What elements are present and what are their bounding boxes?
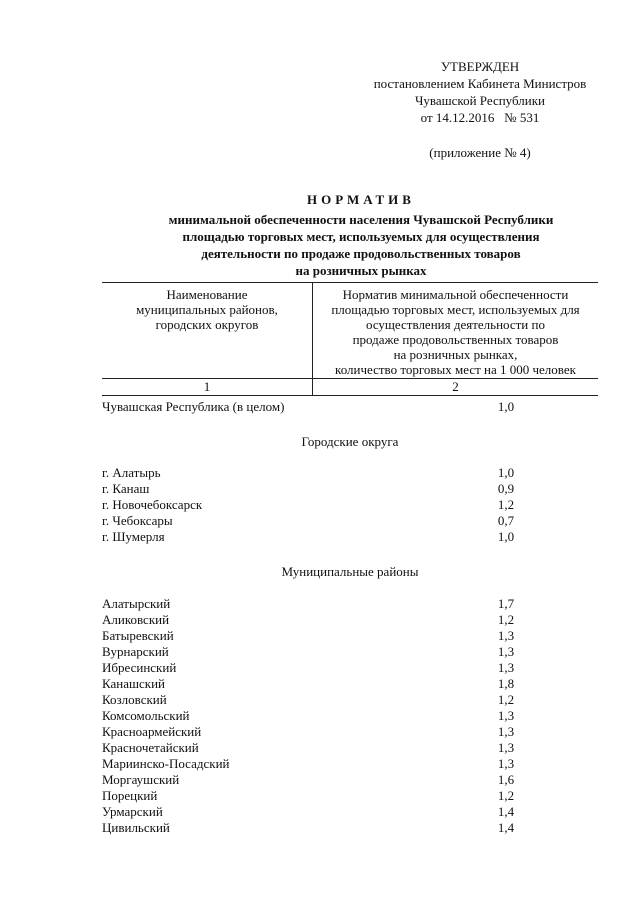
table-row (102, 529, 598, 545)
row-name: г. Алатырь (102, 465, 161, 480)
row-value: 1,8 (497, 676, 515, 691)
section-title-urban: Городские округа (301, 434, 399, 449)
header-col-1-line: муниципальных районов, (136, 302, 278, 317)
row-name: Порецкий (102, 788, 158, 803)
title-line-4: на розничных рынках (295, 263, 427, 278)
urban-list (102, 465, 598, 545)
header-col-2-line: Норматив минимальной обеспеченности (342, 287, 569, 302)
approval-stamp (360, 58, 600, 161)
table-row (102, 628, 598, 644)
row-value: 1,3 (497, 756, 515, 771)
row-value-cell (392, 660, 526, 676)
row-value: 1,2 (497, 497, 515, 512)
row-value: 1,7 (497, 596, 515, 611)
row-name: г. Канаш (102, 481, 150, 496)
row-name: Мариинско-Посадский (102, 756, 230, 771)
table-row (102, 676, 598, 692)
table-row (102, 820, 598, 836)
table-row (102, 740, 598, 756)
row-value-cell (392, 724, 526, 740)
row-name: Аликовский (102, 612, 170, 627)
row-value-cell (392, 708, 526, 724)
header-col-2-line: количество торговых мест на 1 000 человек (335, 362, 576, 377)
table-row (102, 497, 598, 513)
column-number-2: 2 (452, 379, 459, 394)
row-name: Канашский (102, 676, 166, 691)
document-title (100, 191, 622, 279)
row-value: 1,3 (497, 660, 515, 675)
table-row (102, 708, 598, 724)
header-col-2-line: продаже продовольственных товаров (352, 332, 559, 347)
approval-line-2: Чувашской Республики (414, 93, 546, 108)
row-name: г. Новочебоксарск (102, 497, 203, 512)
table-row (102, 513, 598, 529)
table-row (102, 644, 598, 660)
column-number-row (102, 379, 598, 396)
title-heading: НОРМАТИВ (307, 192, 415, 207)
row-value: 1,4 (497, 804, 515, 819)
row-value-cell (392, 788, 526, 804)
table-row (102, 772, 598, 788)
table-row (102, 804, 598, 820)
row-value: 1,2 (497, 788, 515, 803)
row-name: Алатырский (102, 596, 171, 611)
row-value-cell (392, 596, 526, 612)
table-row-total (102, 399, 598, 415)
row-value-cell (392, 399, 526, 415)
row-name: Ибресинский (102, 660, 177, 675)
appendix-note: (приложение № 4) (429, 145, 531, 160)
table-row (102, 481, 598, 497)
row-value-cell (392, 756, 526, 772)
districts-list (102, 596, 598, 836)
row-value-cell (392, 497, 526, 513)
row-value: 1,3 (497, 724, 515, 739)
row-name: Моргаушский (102, 772, 180, 787)
row-value: 1,3 (497, 708, 515, 723)
row-value: 1,3 (497, 644, 515, 659)
row-name: Козловский (102, 692, 167, 707)
row-value-cell (392, 465, 526, 481)
table-row (102, 596, 598, 612)
title-line-2: площадью торговых мест, используемых для осуществления (182, 229, 540, 244)
row-name: Вурнарский (102, 644, 169, 659)
approval-line-3: от 14.12.2016 № 531 (420, 110, 540, 125)
norm-table (102, 282, 598, 415)
title-line-3: деятельности по продаже продовольственных товаров (201, 246, 521, 261)
row-value: 0,9 (497, 481, 515, 496)
row-name: Чувашская Республика (в целом) (102, 399, 285, 414)
row-value-cell (392, 628, 526, 644)
section-title-districts: Муниципальные районы (281, 564, 419, 579)
row-value-cell (392, 612, 526, 628)
header-col-1 (102, 283, 313, 378)
row-name: Батыревский (102, 628, 174, 643)
row-value-cell (392, 481, 526, 497)
table-row (102, 465, 598, 481)
table-header (102, 282, 598, 379)
row-value-cell (392, 513, 526, 529)
table-row (102, 612, 598, 628)
table-row (102, 724, 598, 740)
row-value: 1,6 (497, 772, 515, 787)
row-name: Комсомольский (102, 708, 190, 723)
header-col-1-line: городских округов (155, 317, 259, 332)
row-value-cell (392, 740, 526, 756)
row-value-cell (392, 772, 526, 788)
row-value: 1,0 (497, 529, 515, 544)
table-row (102, 788, 598, 804)
row-name: Красночетайский (102, 740, 199, 755)
row-value: 1,4 (497, 820, 515, 835)
row-value-cell (392, 692, 526, 708)
header-col-2 (313, 283, 598, 378)
row-value-cell (392, 804, 526, 820)
row-name: Урмарский (102, 804, 163, 819)
approval-heading: УТВЕРЖДЕН (440, 59, 520, 74)
row-name: Цивильский (102, 820, 170, 835)
row-value: 0,7 (497, 513, 515, 528)
table-row (102, 756, 598, 772)
row-value-cell (392, 820, 526, 836)
row-name: Красноармейский (102, 724, 202, 739)
row-value: 1,0 (497, 399, 515, 414)
header-col-1-line: Наименование (166, 287, 248, 302)
row-value-cell (392, 529, 526, 545)
table-row (102, 692, 598, 708)
header-col-2-line: на розничных рынках, (393, 347, 518, 362)
row-value-cell (392, 644, 526, 660)
row-value: 1,0 (497, 465, 515, 480)
row-value: 1,3 (497, 628, 515, 643)
row-value-cell (392, 676, 526, 692)
approval-line-1: постановлением Кабинета Министров (373, 76, 587, 91)
row-name: г. Шумерля (102, 529, 165, 544)
column-number-1: 1 (102, 379, 313, 395)
row-name: г. Чебоксары (102, 513, 173, 528)
row-value: 1,2 (497, 612, 515, 627)
header-col-2-line: площадью торговых мест, используемых для (331, 302, 580, 317)
row-value: 1,2 (497, 692, 515, 707)
title-line-1: минимальной обеспеченности населения Чувашской Республики (168, 212, 554, 227)
row-value: 1,3 (497, 740, 515, 755)
header-col-2-line: осуществления деятельности по (366, 317, 545, 332)
table-row (102, 660, 598, 676)
